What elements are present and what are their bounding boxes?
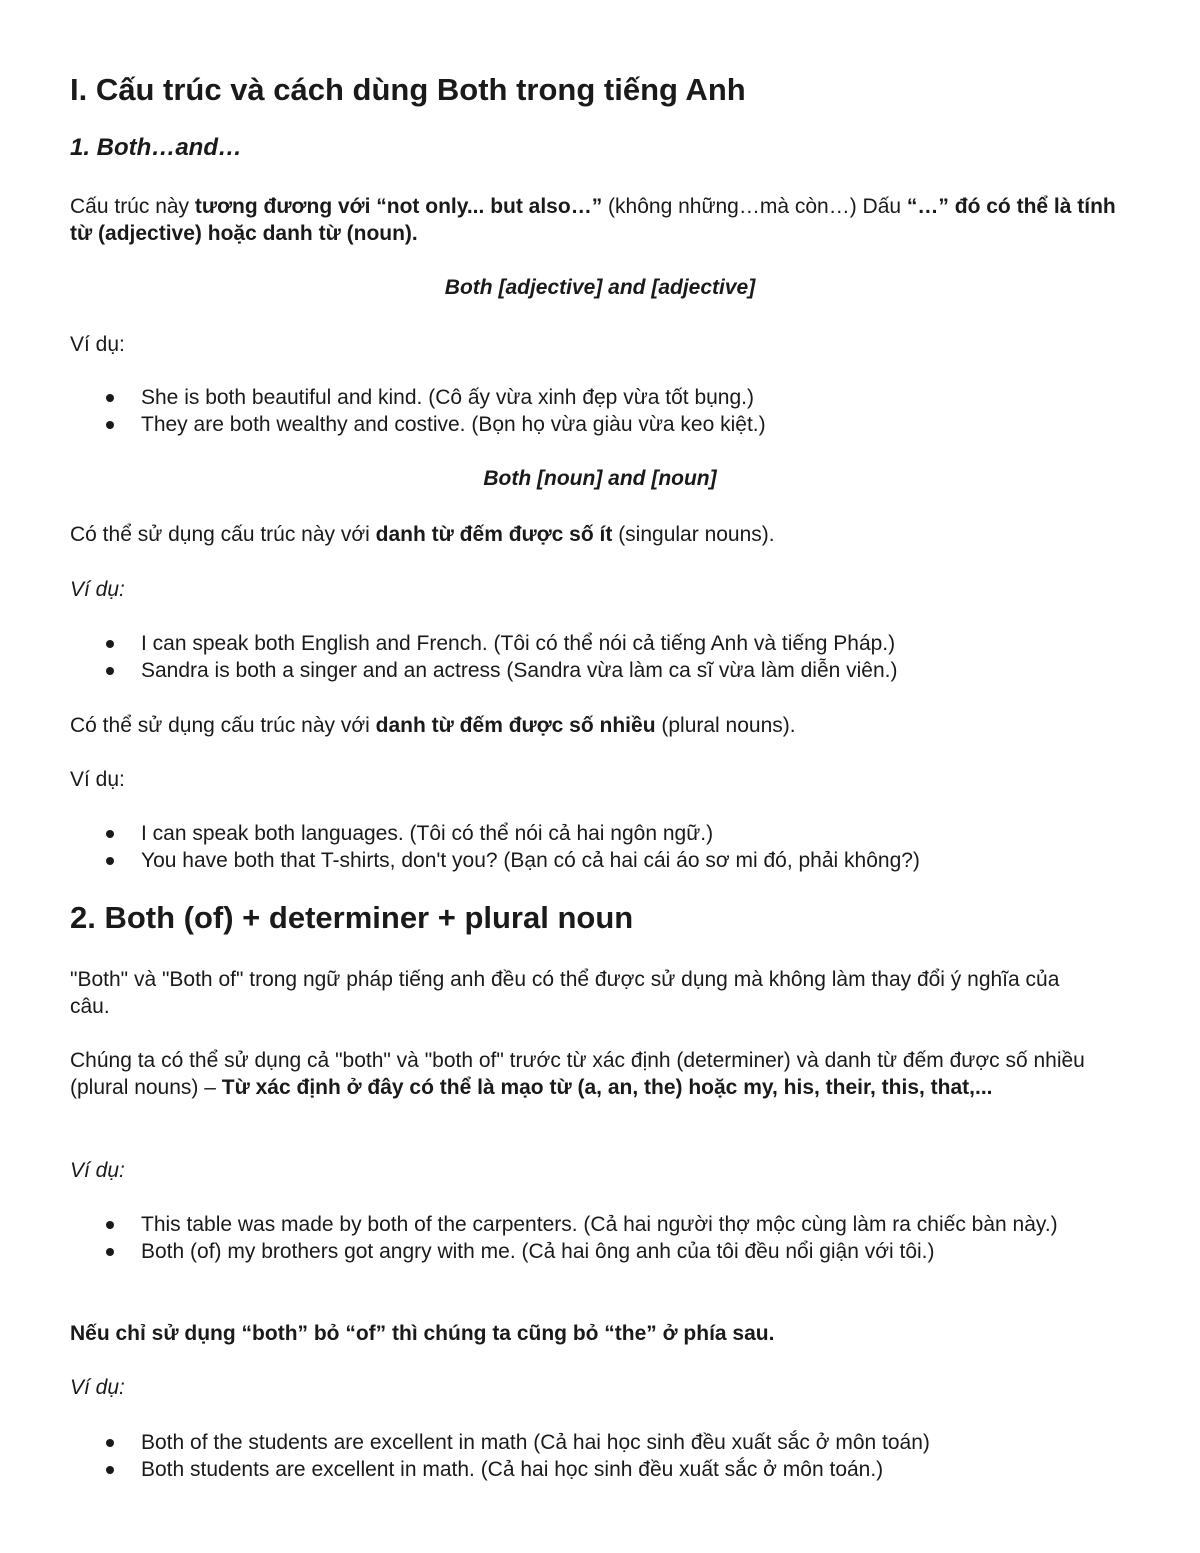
list-item-text: Both students are excellent in math. (Cả hai học sinh đều xuất sắc ở môn toán.) bbox=[141, 1458, 884, 1481]
section-2-heading: 2. Both (of) + determiner + plural noun bbox=[70, 900, 634, 935]
list-item-text: Both (of) my brothers got angry with me. (Cả hai ông anh của tôi đều nổi giận với tôi.) bbox=[141, 1240, 935, 1263]
intro-bold-1: tương đương với “not only... but also…” bbox=[194, 195, 603, 218]
adjective-examples-list bbox=[70, 384, 1130, 438]
bullet-icon bbox=[106, 1221, 114, 1229]
singular-paragraph bbox=[70, 521, 775, 548]
note-bold: Nếu chỉ sử dụng “both” bỏ “of” thì chúng ta cũng bỏ “the” ở phía sau. bbox=[70, 1322, 775, 1345]
intro-bold-2: “…” đó có thể là tính từ (adjective) hoặc danh từ (noun). bbox=[70, 195, 1116, 245]
determiner-examples-list bbox=[70, 1211, 1120, 1265]
the-examples-list bbox=[70, 1429, 1130, 1483]
subsection-1-heading: 1. Both…and… bbox=[70, 134, 242, 161]
singular-text-1: Có thể sử dụng cấu trúc này với bbox=[70, 523, 376, 546]
list-item bbox=[70, 847, 1130, 874]
list-item-text: Sandra is both a singer and an actress (Sandra vừa làm ca sĩ vừa làm diễn viên.) bbox=[141, 659, 898, 682]
determiner-bold: Từ xác định ở đây có thể là mạo từ (a, an, the) hoặc my, his, their, this, that,... bbox=[221, 1076, 993, 1099]
bullet-icon bbox=[106, 394, 114, 402]
list-item bbox=[70, 411, 1130, 438]
list-item bbox=[70, 1429, 1130, 1456]
list-item-text: This table was made by both of the carpenters. (Cả hai người thợ mộc cùng làm ra chiếc bàn này.) bbox=[141, 1213, 1058, 1236]
list-item-text: They are both wealthy and costive. (Bọn họ vừa giàu vừa keo kiệt.) bbox=[141, 413, 766, 436]
bullet-icon bbox=[106, 421, 114, 429]
bullet-icon bbox=[106, 857, 114, 865]
singular-text-2: (singular nouns). bbox=[612, 523, 775, 546]
list-item bbox=[70, 657, 1130, 684]
plural-bold: danh từ đếm được số nhiều bbox=[375, 714, 656, 737]
pattern-noun: Both [noun] and [noun] bbox=[483, 467, 717, 490]
bullet-icon bbox=[106, 1466, 114, 1474]
determiner-paragraph bbox=[70, 1047, 1130, 1101]
both-of-paragraph: "Both" và "Both of" trong ngữ pháp tiếng anh đều có thể được sử dụng mà không làm thay đổi ý nghĩa của câu. bbox=[70, 968, 1060, 1018]
singular-bold: danh từ đếm được số ít bbox=[375, 523, 613, 546]
bullet-icon bbox=[106, 667, 114, 675]
list-item bbox=[70, 820, 1130, 847]
bullet-icon bbox=[106, 640, 114, 648]
plural-text-2: (plural nouns). bbox=[655, 714, 796, 737]
list-item-text: She is both beautiful and kind. (Cô ấy vừa xinh đẹp vừa tốt bụng.) bbox=[141, 386, 754, 409]
example-label: Ví dụ: bbox=[70, 578, 125, 601]
plural-paragraph bbox=[70, 712, 796, 739]
list-item bbox=[70, 1238, 1120, 1265]
section-1-heading: I. Cấu trúc và cách dùng Both trong tiếng Anh bbox=[70, 72, 746, 107]
list-item bbox=[70, 1211, 1120, 1238]
list-item bbox=[70, 630, 1130, 657]
plural-text-1: Có thể sử dụng cấu trúc này với bbox=[70, 714, 376, 737]
plural-examples-list bbox=[70, 820, 1130, 874]
pattern-adjective: Both [adjective] and [adjective] bbox=[444, 276, 756, 299]
intro-paragraph bbox=[70, 193, 1130, 247]
list-item-text: You have both that T-shirts, don't you? (Bạn có cả hai cái áo sơ mi đó, phải không?) bbox=[141, 849, 920, 872]
list-item bbox=[70, 1456, 1130, 1483]
bullet-icon bbox=[106, 1439, 114, 1447]
intro-text-2: (không những…mà còn…) Dấu bbox=[602, 195, 907, 218]
list-item-text: I can speak both languages. (Tôi có thể nói cả hai ngôn ngữ.) bbox=[141, 822, 714, 845]
list-item-text: Both of the students are excellent in math (Cả hai học sinh đều xuất sắc ở môn toán) bbox=[141, 1431, 930, 1454]
list-item-text: I can speak both English and French. (Tôi có thể nói cả tiếng Anh và tiếng Pháp.) bbox=[141, 632, 896, 655]
determiner-text: Chúng ta có thể sử dụng cả "both" và "both of" trước từ xác định (determiner) và danh từ đếm được số nhiều (plural nouns) – bbox=[70, 1049, 1085, 1099]
example-label: Ví dụ: bbox=[70, 1159, 125, 1182]
bullet-icon bbox=[106, 830, 114, 838]
example-label: Ví dụ: bbox=[70, 333, 125, 356]
singular-examples-list bbox=[70, 630, 1130, 684]
list-item bbox=[70, 384, 1130, 411]
example-label: Ví dụ: bbox=[70, 768, 125, 791]
intro-text-1: Cấu trúc này bbox=[70, 195, 195, 218]
example-label: Ví dụ: bbox=[70, 1376, 125, 1399]
bullet-icon bbox=[106, 1248, 114, 1256]
